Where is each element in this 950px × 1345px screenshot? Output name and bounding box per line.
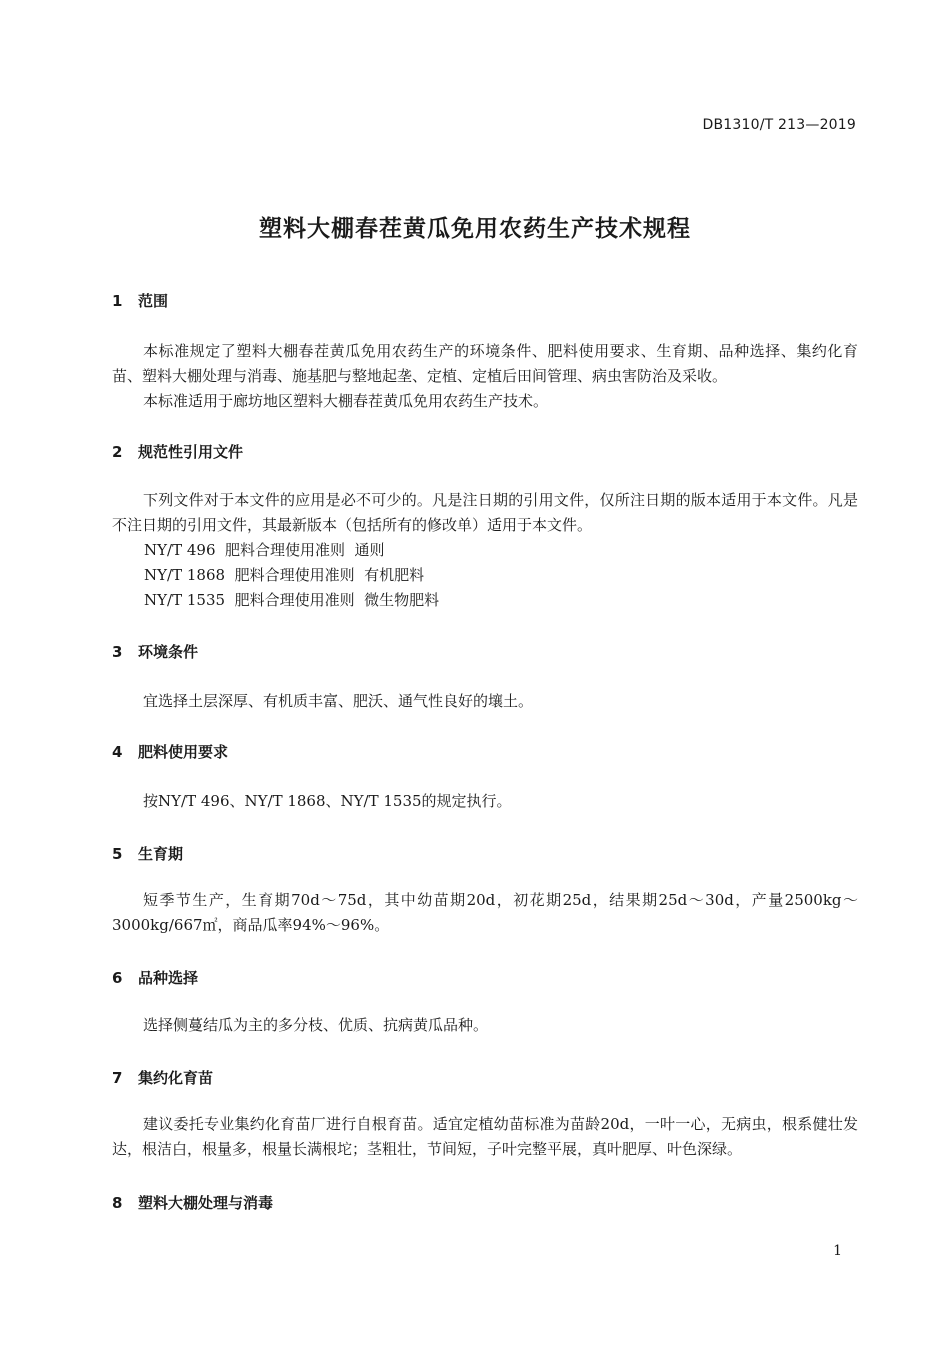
paragraph: 建议委托专业集约化育苗厂进行自根育苗。适宜定植幼苗标准为苗龄20d，一叶一心，无病虫，根系健壮发达，根洁白，根量多，根量长满根坨；茎粗壮，节间短，子叶完整平展，真叶肥厚、叶色深绿。: [112, 1115, 858, 1158]
section-title: 生育期: [138, 845, 184, 863]
section-number: 2: [112, 443, 123, 461]
paragraph: 按NY/T 496、NY/T 1868、NY/T 1535的规定执行。: [143, 792, 512, 810]
section-heading-8: [112, 1192, 273, 1213]
section-number: 3: [112, 643, 123, 661]
section-number: 4: [112, 743, 123, 761]
section-heading-2: [112, 441, 243, 462]
section-heading-3: [112, 641, 198, 662]
section-title: 塑料大棚处理与消毒: [138, 1194, 274, 1212]
normative-reference: NY/T 1868 肥料合理使用准则 有机肥料: [144, 566, 425, 584]
section-title: 规范性引用文件: [138, 443, 244, 461]
section-number: 1: [112, 292, 123, 310]
page-number: 1: [833, 1243, 842, 1259]
section-heading-6: [112, 967, 198, 988]
section-title: 集约化育苗: [138, 1069, 214, 1087]
normative-reference: NY/T 1535 肥料合理使用准则 微生物肥料: [144, 591, 440, 609]
section-heading-5: [112, 843, 183, 864]
section-title: 范围: [138, 292, 169, 310]
normative-reference: NY/T 496 肥料合理使用准则 通则: [144, 541, 385, 559]
paragraph: 选择侧蔓结瓜为主的多分枝、优质、抗病黄瓜品种。: [143, 1016, 489, 1034]
section-number: 5: [112, 845, 123, 863]
section-title: 肥料使用要求: [138, 743, 229, 761]
section-title: 品种选择: [138, 969, 199, 987]
section-number: 6: [112, 969, 123, 987]
section-title: 环境条件: [138, 643, 199, 661]
section-heading-1: [112, 290, 168, 311]
paragraph: 本标准适用于廊坊地区塑料大棚春茬黄瓜免用农药生产技术。: [143, 392, 549, 410]
section-heading-4: [112, 741, 228, 762]
paragraph: 下列文件对于本文件的应用是必不可少的。凡是注日期的引用文件，仅所注日期的版本适用于本文件。凡是不注日期的引用文件，其最新版本（包括所有的修改单）适用于本文件。: [112, 491, 858, 534]
section-number: 7: [112, 1069, 123, 1087]
section-number: 8: [112, 1194, 123, 1212]
paragraph: 宜选择土层深厚、有机质丰富、肥沃、通气性良好的壤土。: [143, 692, 534, 710]
section-heading-7: [112, 1067, 213, 1088]
document-title: 塑料大棚春茬黄瓜免用农药生产技术规程: [259, 216, 691, 242]
document-code: DB1310/T 213—2019: [702, 117, 856, 133]
paragraph: 本标准规定了塑料大棚春茬黄瓜免用农药生产的环境条件、肥料使用要求、生育期、品种选择、集约化育苗、塑料大棚处理与消毒、施基肥与整地起垄、定植、定植后田间管理、病虫害防治及采收。: [112, 342, 858, 385]
paragraph: 短季节生产，生育期70d～75d，其中幼苗期20d，初花期25d，结果期25d～30d，产量2500kg～3000kg/667㎡，商品瓜率94%～96%。: [112, 891, 858, 934]
